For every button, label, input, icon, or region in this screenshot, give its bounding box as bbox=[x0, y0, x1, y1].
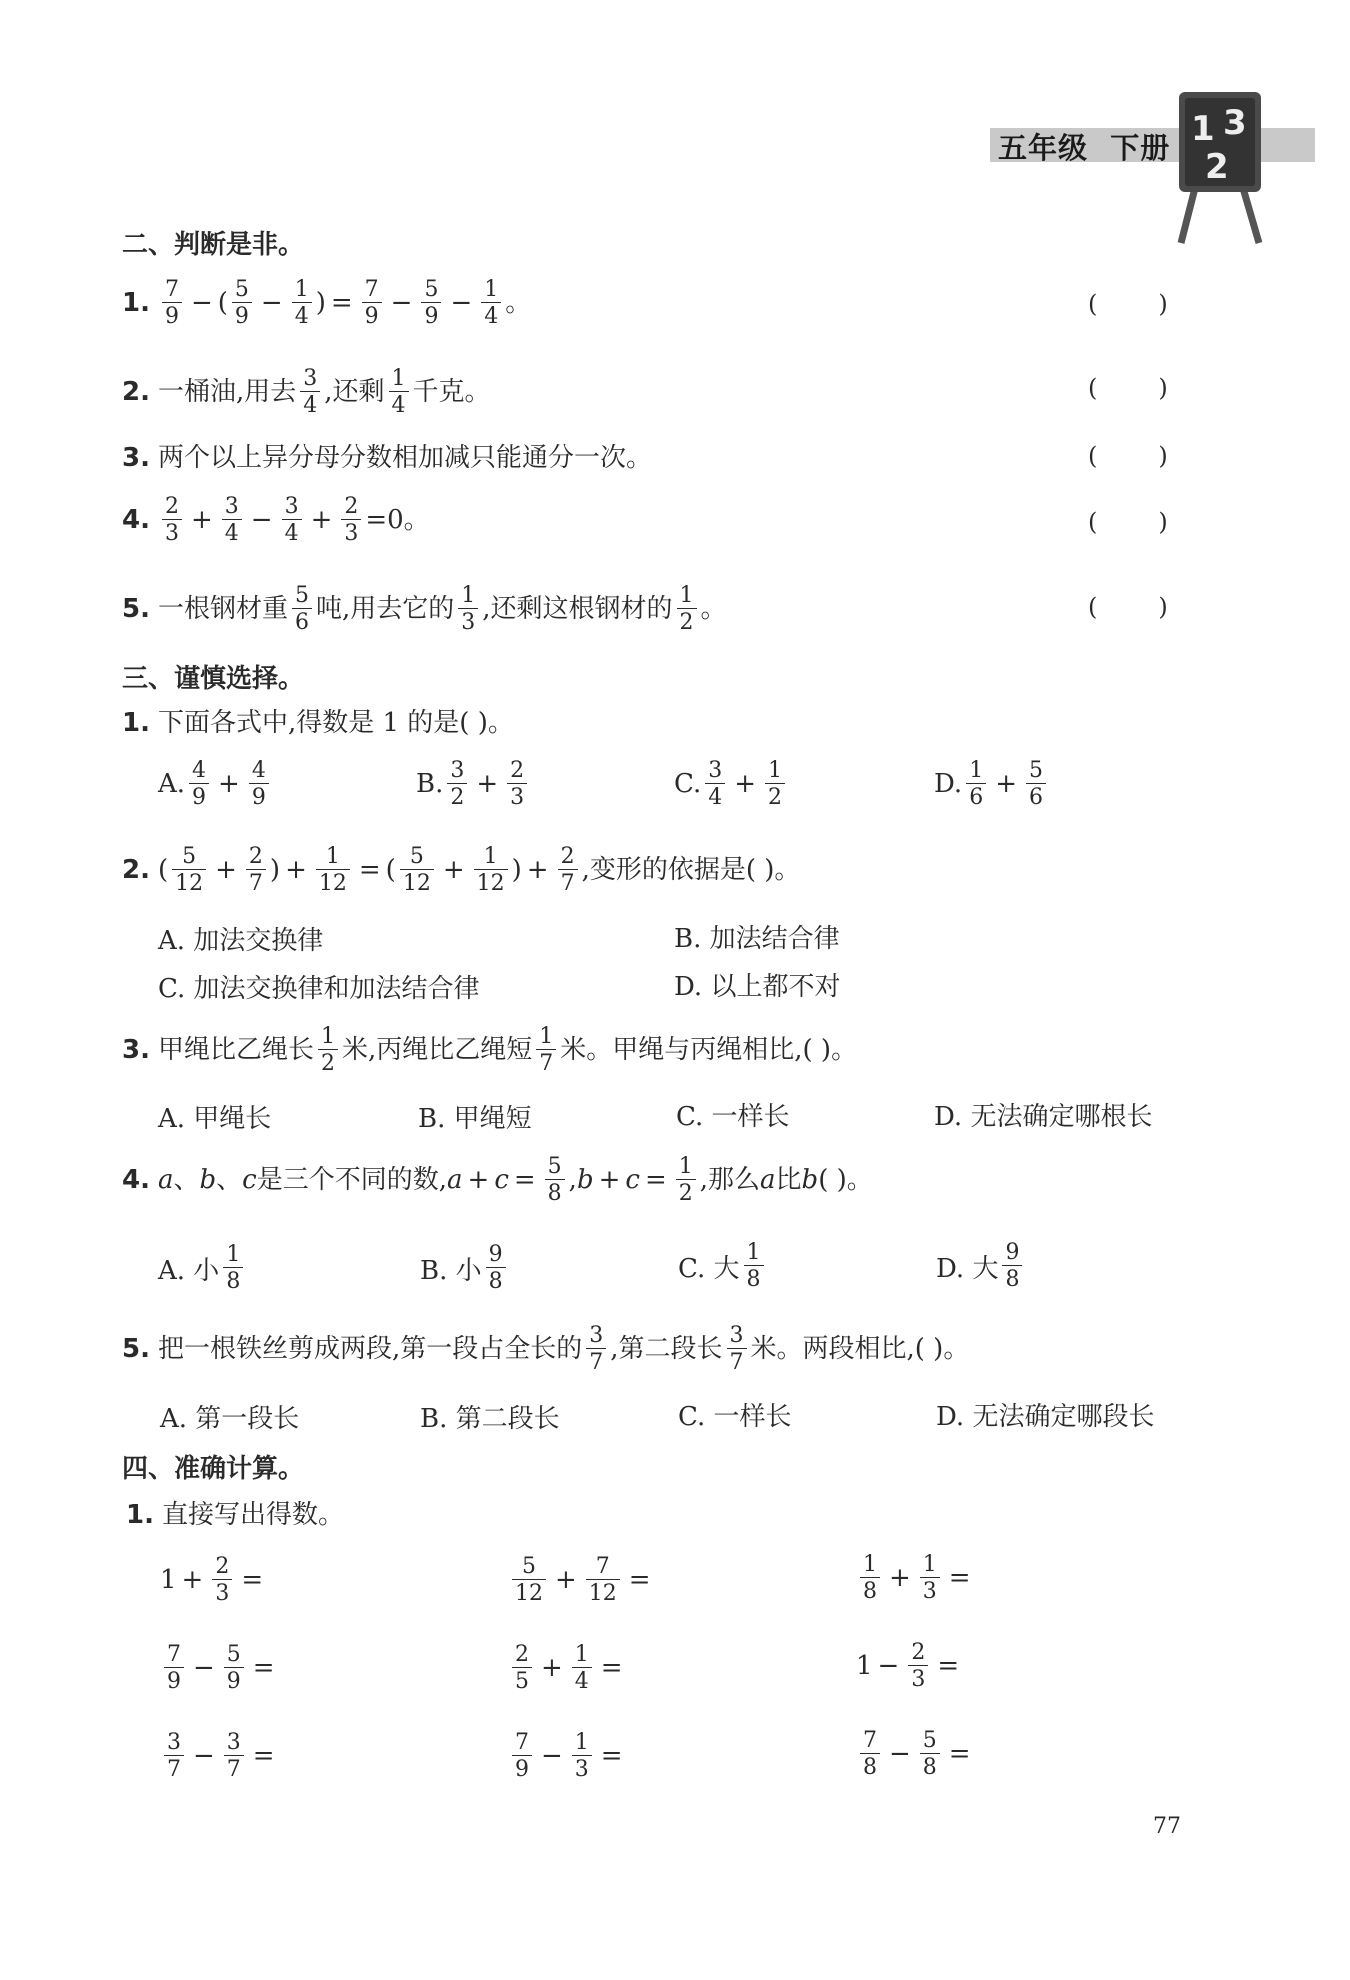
choice-q2-option-d[interactable]: D. 以上都不对 bbox=[674, 972, 841, 1002]
calc-item: $\frac{7}{9}$ − $\frac{1}{3}$ = bbox=[508, 1724, 628, 1788]
choice-q4-option-a[interactable]: A. 小 $\frac{1}{8}$ bbox=[158, 1236, 247, 1300]
section-choice-title: 三、谨慎选择。 bbox=[122, 664, 305, 694]
page-number: 77 bbox=[1153, 1814, 1181, 1839]
answer-blank[interactable]: ( ) bbox=[1088, 442, 1168, 470]
answer-blank[interactable]: ( ) bbox=[1088, 374, 1168, 402]
calc-item: $\frac{1}{8}$ + $\frac{1}{3}$ = bbox=[856, 1546, 976, 1610]
choice-q1-option-c[interactable]: C. $\frac{3}{4}$ + $\frac{1}{2}$ bbox=[674, 752, 789, 816]
judge-q5: 5. 一根钢材重 $\frac{5}{6}$ 吨,用去它的 $\frac{1}{3}$ ,还剩这根钢材的 $\frac{1}{2}$ 。 bbox=[122, 582, 727, 635]
answer-blank[interactable]: ( ) bbox=[1088, 290, 1168, 318]
calc-q1: 1. 直接写出得数。 bbox=[126, 1500, 344, 1530]
choice-q5: 5. 把一根铁丝剪成两段,第一段占全长的 $\frac{3}{7}$ ,第二段长 $\frac{3}{7}$ 米。两段相比,( )。 bbox=[122, 1322, 970, 1375]
section-calc-title: 四、准确计算。 bbox=[122, 1454, 305, 1484]
calc-item: $\frac{5}{12}$ + $\frac{7}{12}$ = bbox=[508, 1548, 656, 1612]
judge-q3: 3. 两个以上异分母分数相加减只能通分一次。 bbox=[122, 443, 652, 473]
section-judge-title: 二、判断是非。 bbox=[122, 230, 305, 260]
choice-q1-option-a[interactable]: A. $\frac{4}{9}$ + $\frac{4}{9}$ bbox=[158, 752, 273, 816]
judge-q1: 1. $\frac{7}{9}$ − ( $\frac{5}{9}$ − $\frac{1}{4}$ ) = $\frac{7}{9}$ − $\frac{5}{9}$ − $\frac{1}{4}$ 。 bbox=[122, 276, 532, 329]
header-grade-label: 五年级 下册 bbox=[998, 131, 1171, 165]
choice-q5-option-c[interactable]: C. 一样长 bbox=[678, 1402, 792, 1432]
choice-q3-option-d[interactable]: D. 无法确定哪根长 bbox=[934, 1102, 1153, 1132]
choice-q2: 2. ( $\frac{5}{12}$ + $\frac{2}{7}$ ) + $\frac{1}{12}$ = ( $\frac{5}{12}$ + $\frac{1}{12}$ ) + $\frac{2}{7}$ ,变形的依据是( )。 bbox=[122, 843, 801, 896]
blackboard-icon bbox=[1175, 88, 1265, 248]
choice-q5-option-d[interactable]: D. 无法确定哪段长 bbox=[936, 1402, 1155, 1432]
judge-q4: 4. $\frac{2}{3}$ + $\frac{3}{4}$ − $\frac{3}{4}$ + $\frac{2}{3}$ =0。 bbox=[122, 493, 430, 546]
calc-item: 1 − $\frac{2}{3}$ = bbox=[856, 1639, 960, 1692]
calc-item: $\frac{7}{8}$ − $\frac{5}{8}$ = bbox=[856, 1722, 976, 1786]
choice-q3-option-a[interactable]: A. 甲绳长 bbox=[158, 1104, 272, 1134]
choice-q4-option-b[interactable]: B. 小 $\frac{9}{8}$ bbox=[420, 1236, 510, 1300]
choice-q2-option-a[interactable]: A. 加法交换律 bbox=[158, 926, 324, 956]
svg-text:3: 3 bbox=[1223, 103, 1247, 143]
choice-q1-option-d[interactable]: D. $\frac{1}{6}$ + $\frac{5}{6}$ bbox=[934, 752, 1050, 816]
answer-blank[interactable]: ( ) bbox=[1088, 593, 1168, 621]
choice-q2-option-c[interactable]: C. 加法交换律和加法结合律 bbox=[158, 974, 480, 1004]
choice-q5-option-a[interactable]: A. 第一段长 bbox=[160, 1404, 300, 1434]
calc-item: $\frac{3}{7}$ − $\frac{3}{7}$ = bbox=[160, 1724, 280, 1788]
calc-item: $\frac{7}{9}$ − $\frac{5}{9}$ = bbox=[160, 1636, 280, 1700]
choice-q1: 1. 下面各式中,得数是 1 的是( )。 bbox=[122, 708, 514, 738]
choice-q3-option-b[interactable]: B. 甲绳短 bbox=[418, 1104, 532, 1134]
svg-text:1: 1 bbox=[1191, 109, 1215, 149]
choice-q1-option-b[interactable]: B. $\frac{3}{2}$ + $\frac{2}{3}$ bbox=[416, 752, 531, 816]
judge-q2: 2. 一桶油,用去 $\frac{3}{4}$ ,还剩 $\frac{1}{4}$ 千克。 bbox=[122, 365, 491, 418]
choice-q5-option-b[interactable]: B. 第二段长 bbox=[420, 1404, 560, 1434]
choice-q3: 3. 甲绳比乙绳长 $\frac{1}{2}$ 米,丙绳比乙绳短 $\frac{1}{7}$ 米。甲绳与丙绳相比,( )。 bbox=[122, 1023, 858, 1076]
choice-q4-option-d[interactable]: D. 大 $\frac{9}{8}$ bbox=[936, 1234, 1026, 1298]
choice-q4-option-c[interactable]: C. 大 $\frac{1}{8}$ bbox=[678, 1234, 768, 1298]
svg-text:2: 2 bbox=[1205, 147, 1229, 187]
calc-item: 1 + $\frac{2}{3}$ = bbox=[160, 1553, 264, 1606]
calc-item: $\frac{2}{5}$ + $\frac{1}{4}$ = bbox=[508, 1636, 628, 1700]
choice-q3-option-c[interactable]: C. 一样长 bbox=[676, 1102, 790, 1132]
choice-q2-option-b[interactable]: B. 加法结合律 bbox=[674, 924, 840, 954]
answer-blank[interactable]: ( ) bbox=[1088, 508, 1168, 536]
choice-q4: 4. a 、 b 、 c 是三个不同的数, a + c = $\frac{5}{8}$ , b + c = $\frac{1}{2}$ ,那么 a 比 b ( )。 bbox=[122, 1153, 873, 1206]
